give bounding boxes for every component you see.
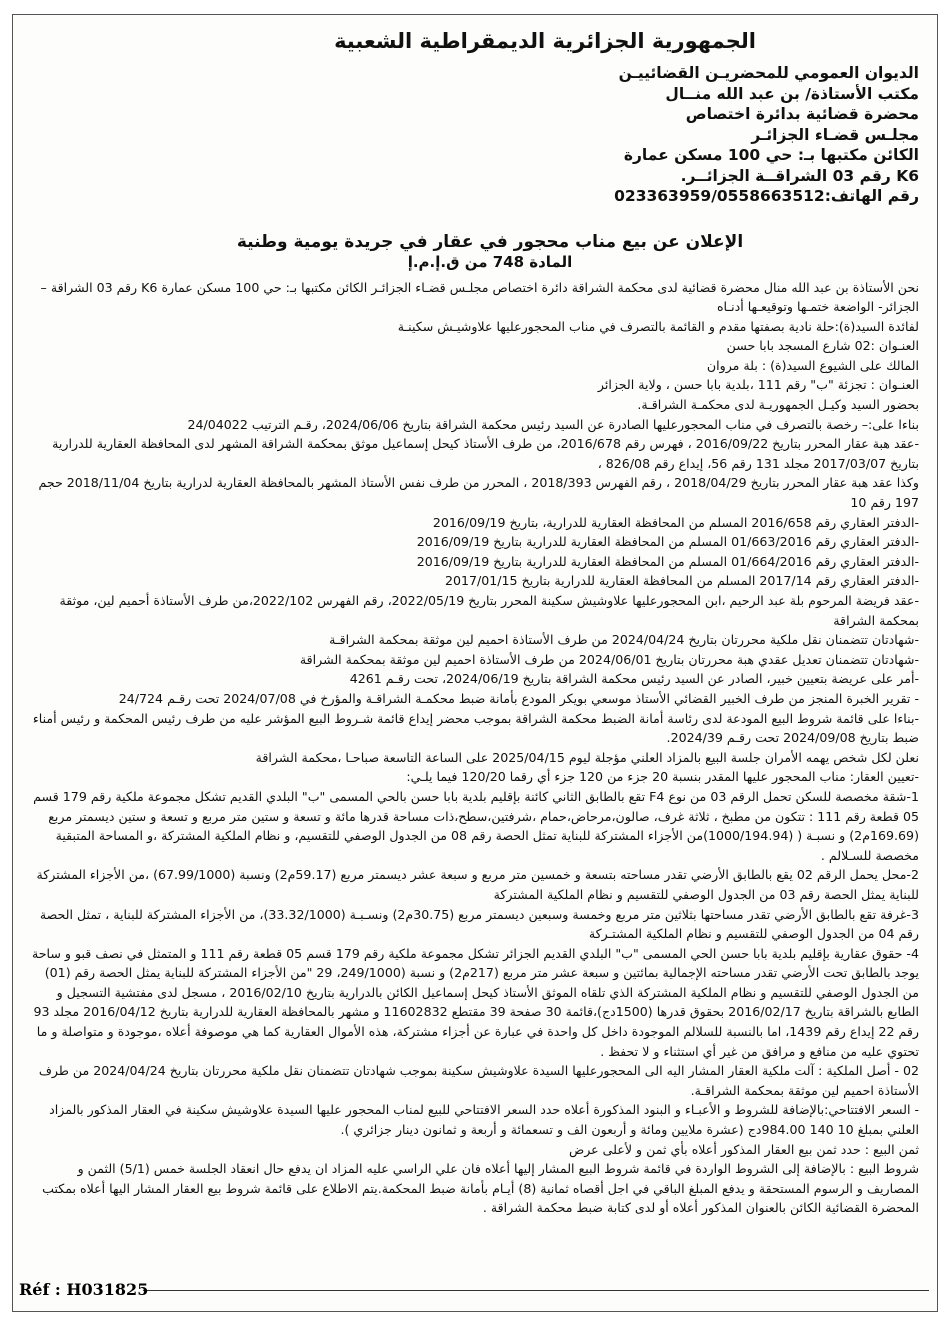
paragraph: -شهادتان تتضمنان تعديل عقدي هبة محررتان بتاريخ 2024/06/01 من طرف الأستاذة احميم لين موثقة بمحكمة الشراقة: [299, 651, 919, 667]
letterhead-line: الكائن مكتبها بـ: حي 100 مسكن عمارة: [623, 146, 919, 164]
paragraph: -الدفتر العقاري رقم 01/664/2016 المسلم من المحافظة العقارية للدرارية بتاريخ 2016/09/19: [416, 553, 919, 569]
paragraph: -شهادتان تتضمنان نقل ملكية محررتان بتاريخ 2024/04/24 من طرف الأستاذة احميم لين موثقة بمحكمة الشراقـة: [329, 632, 919, 648]
paragraph: 1-شقة مخصصة للسكن تحمل الرقم 03 من نوع F4 تقع بالطابق الثاني كائنة بإقليم بلدية بابا حسن بالحي المسمى "ب" البلدي القديم تشكل مجموعة ملكية رقم 179 قسم 05 قطعة رقم 111 : تتكون من مطبخ ، ثلاثة غرف، صالون،مرحاض،حمام ،شرفتين،سطح،ذات مساحة قدرها مائة و تسعة و ستين متر مربع و تسعة و ستين ديسمتر مربع (169.69م2) و نسبـة ( (1000/194.94)من الأجزاء المشتركة للبناية تمثل الحصة رقم 08 من الجدول الوصفي للتقسيم، و نظام الملكية المشتركة ،و المساحة المتبقية مخصصة للسـلالم .: [33, 788, 919, 863]
announcement-text: [31, 278, 919, 1219]
legal-article: المادة 748 من ق.إ.م.إ: [407, 252, 573, 271]
republic-title: الجمهورية الجزائرية الديمقراطية الشعبية: [334, 29, 756, 53]
document-page: [12, 14, 938, 1312]
document-body: [13, 15, 937, 1218]
announcement-title-block: [31, 231, 919, 272]
paragraph: العنـوان : تجزئة "ب" رقم 111 ،بلدية بابا حسن ، ولاية الجزائر: [597, 377, 919, 393]
letterhead-line: مكتب الأستاذة/ بن عبد الله منــال: [665, 84, 919, 103]
paragraph: 2-محل يحمل الرقم 02 يقع بالطابق الأرضي تقدر مساحته بتسعة و خمسين متر مربع و سبعة عشر ديسمتر مربع (59.17م2) ونسبة (67.99/1000) ،من الأجزاء المشتركة للبناية يمثل الحصة رقم 03 من الجدول الوصفي للتقسيم و نظام الملكية المشتركة: [36, 867, 919, 902]
paragraph: نعلن لكل شخص يهمه الأمران جلسة البيع بالمزاد العلني مؤجلة ليوم 2025/04/15 على الساعة التاسعة صباحـا ،محكمة الشراقة: [255, 749, 919, 765]
paragraph: -بناءا على قائمة شروط البيع المودعة لدى رئاسة أمانة الضبط محكمة الشراقة بموجب محضر إيداع قائمة شـروط البيع المؤشر عليه من طرف رئيس المحكمة و رئيس أمناء ضبط بتاريخ 2024/09/08 تحت رقـم 2024/39.: [32, 710, 919, 746]
paragraph: العنـوان :02 شارع المسجد بابا حسن: [726, 338, 919, 354]
paragraph: -عقد هبة عقار المحرر بتاريخ 2016/09/22 ، فهرس رقم 2016/678، من طرف الأستاذ كيحل إسماعيل موثق بمحكمة الشراقة المشهر لدى المحافظة العقارية للدرارية بتاريخ 2017/03/07 مجلد 131 رقم 56، إيداع رقم 826/08 ،: [52, 436, 919, 471]
paragraph: 02 - أصل الملكية : آلت ملكية العقار المشار اليه الى المحجورعليها السيدة علاوشيش سكينة بموجب شهادتان تتضمنان نقل ملكية محررتان بتاريخ 2024/04/24 من طرف الأستاذة احميم لين موثقة بمحكمة الشراقـة.: [38, 1063, 919, 1098]
letterhead-line: K6 رقم 03 الشراقــة الجزائــر.: [680, 166, 919, 185]
letterhead-line: رقم الهاتف:023363959/0558663512: [614, 187, 919, 205]
letterhead-line: محضرة قضائية بدائرة اختصاص: [685, 105, 919, 123]
paragraph: وكذا عقد هبة عقار المحرر بتاريخ 2018/04/29 ، رقم الفهرس 2018/393 ، المحرر من طرف نفس الأستاذ المشهر بالمحافظة العقارية لدرارية بتاريخ 2018/11/04 حجم 197 رقم 10: [38, 475, 919, 511]
paragraph: بناءا على:– رخصة بالتصرف في مناب المحجورعليها الصادرة عن السيد رئيس محكمة الشراقة بتاريخ 2024/06/06، رقـم الترتيب 24/04022: [187, 416, 919, 432]
paragraph: نحن الأستاذة بن عبد الله منال محضرة قضائية لدى محكمة الشراقة دائرة اختصاص مجلـس قضـاء الجزائـر الكائن مكتبها بـ: حي 100 مسكن عمارة K6 رقم 03 الشراقة –الجزائر- الواضعة ختمـها وتوقيعـها أدنـاه: [40, 279, 919, 315]
announcement-title: الإعلان عن بيع مناب محجور في عقار في جريدة يومية وطنية: [236, 231, 744, 252]
paragraph: -عقد فريضة المرحوم بلة عبد الرحيم ،ابن المحجورعليها علاوشيش سكينة المحرر بتاريخ 2022/05/19، رقم الفهرس 2022/102،من طرف الأستاذة أحميم لين، موثقة بمحكمة الشراقة: [59, 593, 919, 628]
paragraph: -الدفتر العقاري رقم 01/663/2016 المسلم من المحافظة العقارية للدرارية بتاريخ 2016/09/19: [416, 534, 919, 550]
paragraph: شروط البيع : بالإضافة إلى الشروط الواردة في قائمة شروط البيع المشار إليها أعلاه فان علي الراسي عليه المزاد ان يدفع حال انعقاد الجلسة خمس (5/1) الثمن و المصاريف و الرسوم المستحقة و يدفع المبلغ الباقي في اجل أقصاه ثمانية (8) أيـام بأمانة ضبط المحكمة.يتم الاطلاع على قائمة شروط بيع العقار المشار اليها أعلاه بمكتب المحضرة القضائية الكائن بالعنوان المذكور أعلاه أو لدى كتابة ضبط محكمة الشراقة .: [42, 1161, 919, 1216]
paragraph: 3-غرفة تقع بالطابق الأرضي تقدر مساحتها بثلاثين متر مربع وخمسة وسبعين ديسمتر مربع (30.75م2) ونسـبـة (33.32/1000)، من الأجزاء المشتركة للبناية ، تمثل الحصة رقم 04 من الجدول الوصفي للتقسيم و نظام الملكية المشتـركة: [39, 906, 919, 942]
paragraph: لفائدة السيد(ة):حلة نادية بصفتها مقدم و القائمة بالتصرف في مناب المحجورعليها علاوشيـش سكينـة: [397, 318, 919, 334]
paragraph: -الدفتر العقاري رقم 2016/658 المسلم من المحافظة العقارية للدرارية، بتاريخ 2016/09/19: [432, 514, 919, 530]
paragraph: - السعر الافتتاحي:بالإضافة للشروط و الأعبـاء و البنود المذكورة أعلاه حدد السعر الافتتاحي للبيع لمناب المحجور عليها السيدة علاوشيش سكينة في العقار المذكور بالمزاد العلني بمبلغ 10 140 984.00دج (عشرة ملايين ومائة و أربعون الف و تسعمائة و أربعة و ثمانون دينار جزائري ).: [49, 1102, 919, 1138]
letterhead: [31, 29, 919, 207]
footer-divider: [143, 1290, 929, 1291]
paragraph: -أمر على عريضة بتعيين خبير، الصادر عن السيد رئيس محكمة الشراقة بتاريخ 2024/06/19، تحت رقـم 4261: [349, 671, 919, 687]
reference-number: Réf : H031825: [19, 1280, 149, 1299]
paragraph: ثمن البيع : حدد ثمن بيع العقار المذكور أعلاه بأي ثمن و لأعلى عرض: [568, 1141, 919, 1157]
letterhead-line: مجلـس قضـاء الجزائـر: [751, 125, 919, 144]
paragraph: -تعيين العقار: مناب المحجور عليها المقدر بنسبة 20 جزء من 120 جزء أي رقما 120/20 فيما يلـي:: [406, 769, 919, 785]
paragraph: 4- حقوق عقارية بإقليم بلدية بابا حسن الحي المسمى "ب" البلدي القديم الجزائر تشكل مجموعة ملكية رقم 179 قسم 05 قطعة رقم 111 و المتمثل في نصف قبو و ساحة يوجد بالطابق تحت الأرضي تقدر مساحته الإجمالية بمائتين و سبعة عشر متر مربع (217م2) و نسبة (249/1000، 29 "من الأجزاء المشتركة للبناية يمثل الحصة رقم (01) من الجدول الوصفي للتقسيم و نظام الملكية المشتركة الذي تلقاه الموثق الأستاذ كيحل إسماعيل الكائن بالدرارية بتاريخ 2016/02/10 ، مسجل لدى مفتشية التسجيل و الطابع بالشراقة بتاريخ 2016/02/17 بحقوق قدرها (1500دج)،قائمة 30 صفحة 39 مقتطع 11602832 و مشهر بالمحافظة العقارية للدرارية بتاريخ 2016/04/12 مجلد 93 رقم 22 إيداع رقم 1439، اما بالنسبة للسلالم الموجودة داخل كل واحدة في عبارة عن أجزاء مشتركة، هذه الأموال العقارية كما هي موصوفة أعلاه ،موجودة و متواصلة و ما تحتوي عليه من منافع و مرافق من غير أي استثناء و لا تحفظ .: [31, 945, 919, 1059]
paragraph: -الدفتر العقاري رقم 2017/14 المسلم من المحافظة العقارية للدرارية بتاريخ 2017/01/15: [444, 573, 919, 589]
paragraph: المالك على الشيوع السيد(ة) : بلة مروان: [706, 357, 919, 373]
paragraph: - تقرير الخبرة المنجز من طرف الخبير القضائي الأستاذ موسعي بويكر المودع بأمانة ضبط محكمـة الشراقـة والمؤرخ في 2024/07/08 تحت رقـم 24/724: [118, 690, 919, 706]
letterhead-line: الديوان العمومي للمحضريـن القضائييـن: [618, 64, 919, 82]
paragraph: بحضور السيد وكيـل الجمهوريـة لدى محكمـة الشراقـة.: [637, 397, 919, 413]
